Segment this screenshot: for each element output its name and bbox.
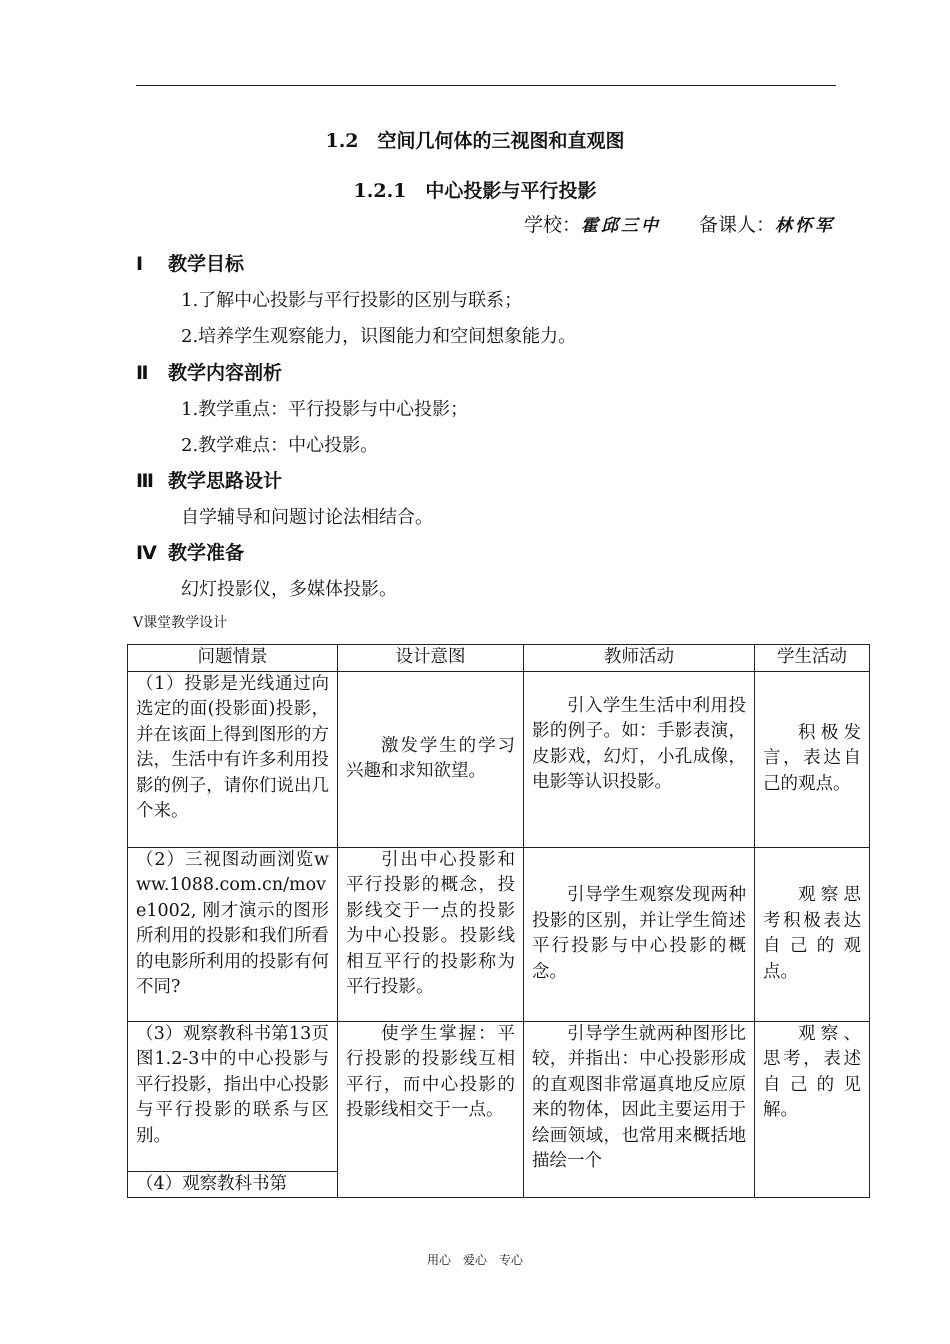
table-cell: 激发学生的学习兴趣和求知欲望。 bbox=[338, 671, 524, 847]
table-cell: （3）观察教科书第13页图1.2-3中的中心投影与平行投影，指出中心投影与平行投影的联系与区别。 bbox=[128, 1021, 338, 1171]
teaching-preparation: 幻灯投影仪，多媒体投影。 bbox=[181, 579, 397, 600]
school-name: 霍邱三中 bbox=[580, 216, 661, 236]
difficult-point: 2.教学难点：中心投影。 bbox=[181, 435, 379, 456]
table-row bbox=[128, 671, 870, 847]
page-footer: 用心 爱心 专心 bbox=[426, 1253, 523, 1267]
table-cell: 观察思考积极表达自己的观点。 bbox=[755, 847, 870, 1021]
table-header-row bbox=[128, 645, 870, 672]
col-header-situation: 问题情景 bbox=[128, 645, 338, 672]
table-cell: 引导学生就两种图形比较，并指出：中心投影形成的直观图非常逼真地反应原来的物体，因此主要运用于绘画领域，也常用来概括地描绘一个 bbox=[524, 1021, 755, 1198]
col-header-student: 学生活动 bbox=[755, 645, 870, 672]
header-rule bbox=[136, 85, 836, 86]
section-heading-2: Ⅱ 教学内容剖析 bbox=[136, 362, 283, 384]
key-point: 1.教学重点：平行投影与中心投影； bbox=[181, 399, 469, 420]
table-row bbox=[128, 847, 870, 1021]
table-cell: 引导学生观察发现两种投影的区别，并让学生简述平行投影与中心投影的概念。 bbox=[524, 847, 755, 1021]
table-cell: （2）三视图动画浏览www.1088.com.cn/move1002, 刚才演示的图形所利用的投影和我们所看的电影所利用的投影有何不同? bbox=[128, 847, 338, 1021]
lesson-design-table bbox=[127, 644, 870, 1198]
table-cell: 积极发言，表达自己的观点。 bbox=[755, 671, 870, 847]
author-line bbox=[524, 210, 835, 237]
table-cell: 引出中心投影和平行投影的概念，投影线交于一点的投影为中心投影。投影线相互平行的投影称为平行投影。 bbox=[338, 847, 524, 1021]
page-subtitle: 1.2.1 中心投影与平行投影 bbox=[353, 180, 597, 202]
section-heading-1: Ⅰ 教学目标 bbox=[136, 253, 245, 275]
table-cell: 观察、思考，表述自己的见解。 bbox=[755, 1021, 870, 1198]
table-row bbox=[128, 1021, 870, 1171]
author-name: 林怀军 bbox=[775, 216, 835, 236]
col-header-intent: 设计意图 bbox=[338, 645, 524, 672]
teaching-method: 自学辅导和问题讨论法相结合。 bbox=[181, 507, 433, 528]
table-cell: 使学生掌握：平行投影的投影线互相平行，而中心投影的投影线相交于一点。 bbox=[338, 1021, 524, 1198]
col-header-teacher: 教师活动 bbox=[524, 645, 755, 672]
table-cell: （4）观察教科书第 bbox=[128, 1171, 338, 1198]
table-cell: （1）投影是光线通过向选定的面(投影面)投影，并在该面上得到图形的方法，生活中有许多利用投影的例子，请你们说出几个来。 bbox=[128, 671, 338, 847]
section-heading-4: Ⅳ 教学准备 bbox=[136, 542, 245, 564]
section-heading-3: Ⅲ 教学思路设计 bbox=[136, 470, 283, 492]
table-heading: Ⅴ课堂教学设计 bbox=[133, 615, 228, 631]
objective-2: 2.培养学生观察能力，识图能力和空间想象能力。 bbox=[181, 326, 577, 347]
author-label: 备课人： bbox=[698, 214, 775, 236]
objective-1: 1.了解中心投影与平行投影的区别与联系； bbox=[181, 290, 523, 311]
table-cell: 引入学生生活中利用投影的例子。如：手影表演，皮影戏，幻灯，小孔成像，电影等认识投影。 bbox=[524, 671, 755, 847]
page-title: 1.2 空间几何体的三视图和直观图 bbox=[325, 130, 625, 152]
school-label: 学校： bbox=[523, 214, 581, 236]
